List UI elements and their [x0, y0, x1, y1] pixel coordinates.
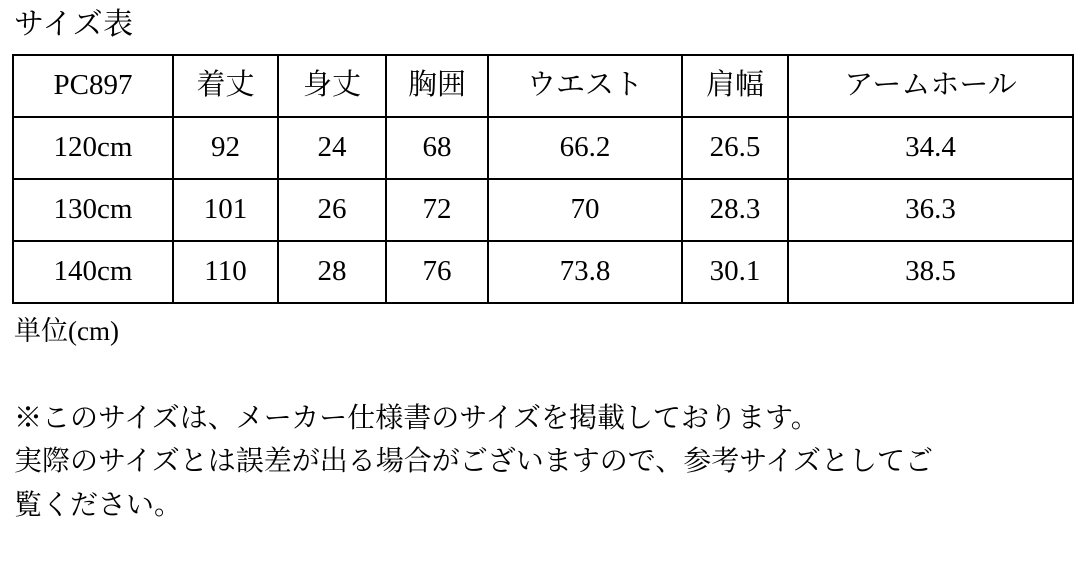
- unit-note: 単位(cm): [14, 316, 119, 346]
- table-row: [13, 241, 1073, 303]
- table-cell: 76: [386, 241, 488, 303]
- table-cell: 38.5: [788, 241, 1073, 303]
- table-header-cell: PC897: [13, 55, 173, 117]
- table-header-cell: アームホール: [788, 55, 1073, 117]
- table-header-cell: 胸囲: [386, 55, 488, 117]
- table-cell: 36.3: [788, 179, 1073, 241]
- table-cell: 68: [386, 117, 488, 179]
- table-row: [13, 179, 1073, 241]
- table-header-row: [13, 55, 1073, 117]
- table-cell: 28: [278, 241, 386, 303]
- table-cell: 73.8: [488, 241, 682, 303]
- table-header-cell: 身丈: [278, 55, 386, 117]
- table-cell: 28.3: [682, 179, 788, 241]
- disclaimer-notes: [10, 397, 1076, 527]
- table-cell: 101: [173, 179, 278, 241]
- table-cell: 92: [173, 117, 278, 179]
- table-header-cell: ウエスト: [488, 55, 682, 117]
- table-cell: 70: [488, 179, 682, 241]
- table-cell: 120cm: [13, 117, 173, 179]
- note-line: 実際のサイズとは誤差が出る場合がございますので、参考サイズとしてご: [14, 446, 933, 478]
- table-cell: 30.1: [682, 241, 788, 303]
- table-row: [13, 117, 1073, 179]
- table-cell: 140cm: [13, 241, 173, 303]
- table-cell: 72: [386, 179, 488, 241]
- table-header-cell: 着丈: [173, 55, 278, 117]
- page-title: サイズ表: [14, 8, 134, 41]
- table-cell: 24: [278, 117, 386, 179]
- table-cell: 34.4: [788, 117, 1073, 179]
- note-line: 覧ください。: [14, 489, 183, 521]
- table-cell: 26.5: [682, 117, 788, 179]
- table-cell: 130cm: [13, 179, 173, 241]
- table-cell: 66.2: [488, 117, 682, 179]
- note-line: ※このサイズは、メーカー仕様書のサイズを掲載しております。: [14, 403, 819, 434]
- table-cell: 110: [173, 241, 278, 303]
- size-table: [12, 54, 1074, 304]
- table-header-cell: 肩幅: [682, 55, 788, 117]
- table-cell: 26: [278, 179, 386, 241]
